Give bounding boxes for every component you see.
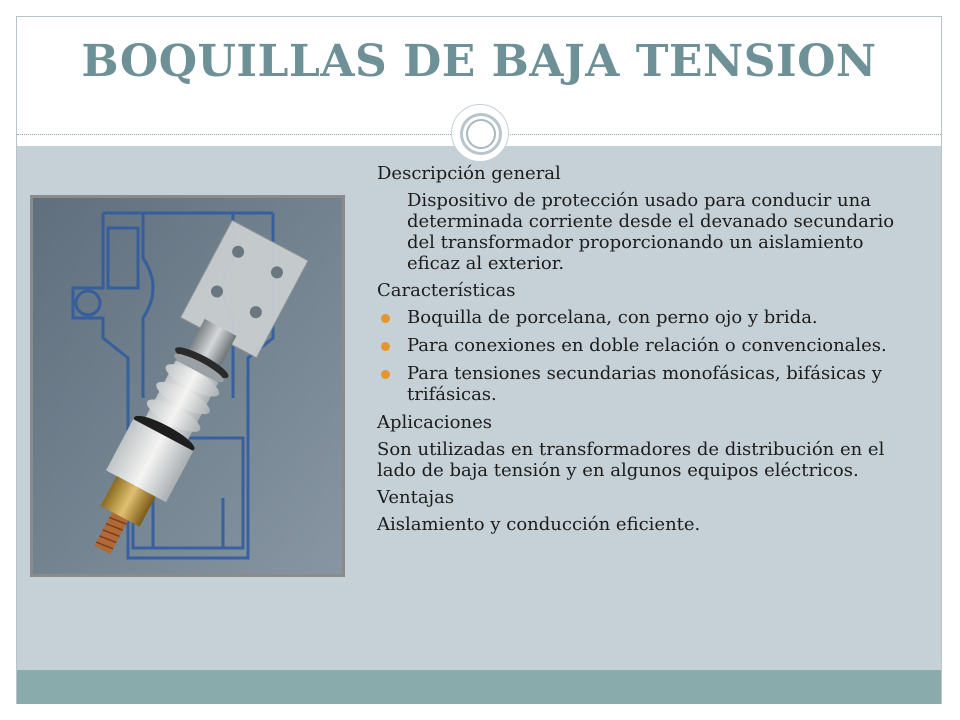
aplicaciones-text: Son utilizadas en transformadores de distribución en el lado de baja tensión y en algunos equipos eléctricos. [377,439,885,481]
caracteristicas-list [377,307,922,405]
caracteristicas-heading: Características [377,280,516,301]
description-text [377,163,922,541]
footer-band [17,670,941,704]
circle-ornament-icon [451,104,509,162]
ventajas-text: Aislamiento y conducción eficiente. [377,514,701,535]
ventajas-heading: Ventajas [377,487,455,508]
list-item [377,363,922,405]
bullet-icon [381,342,390,351]
aplicaciones-heading: Aplicaciones [377,412,493,433]
bullet-icon [381,370,390,379]
list-item [377,307,922,328]
list-item-text: Para conexiones en doble relación o convencionales. [407,335,887,356]
list-item [377,335,922,356]
bullet-icon [381,314,390,323]
descripcion-text: Dispositivo de protección usado para conducir una determinada corriente desde el devanado secundario del transformador proporcionando un aislamiento eficaz al exterior. [407,190,895,274]
slide-title: BOQUILLAS DE BAJA TENSION [81,36,877,87]
bushing-photo [30,195,345,577]
list-item-text: Boquilla de porcelana, con perno ojo y brida. [407,307,818,328]
list-item-text: Para tensiones secundarias monofásicas, bifásicas y trifásicas. [407,363,882,405]
ornament-inner [466,119,496,149]
descripcion-heading: Descripción general [377,163,561,184]
